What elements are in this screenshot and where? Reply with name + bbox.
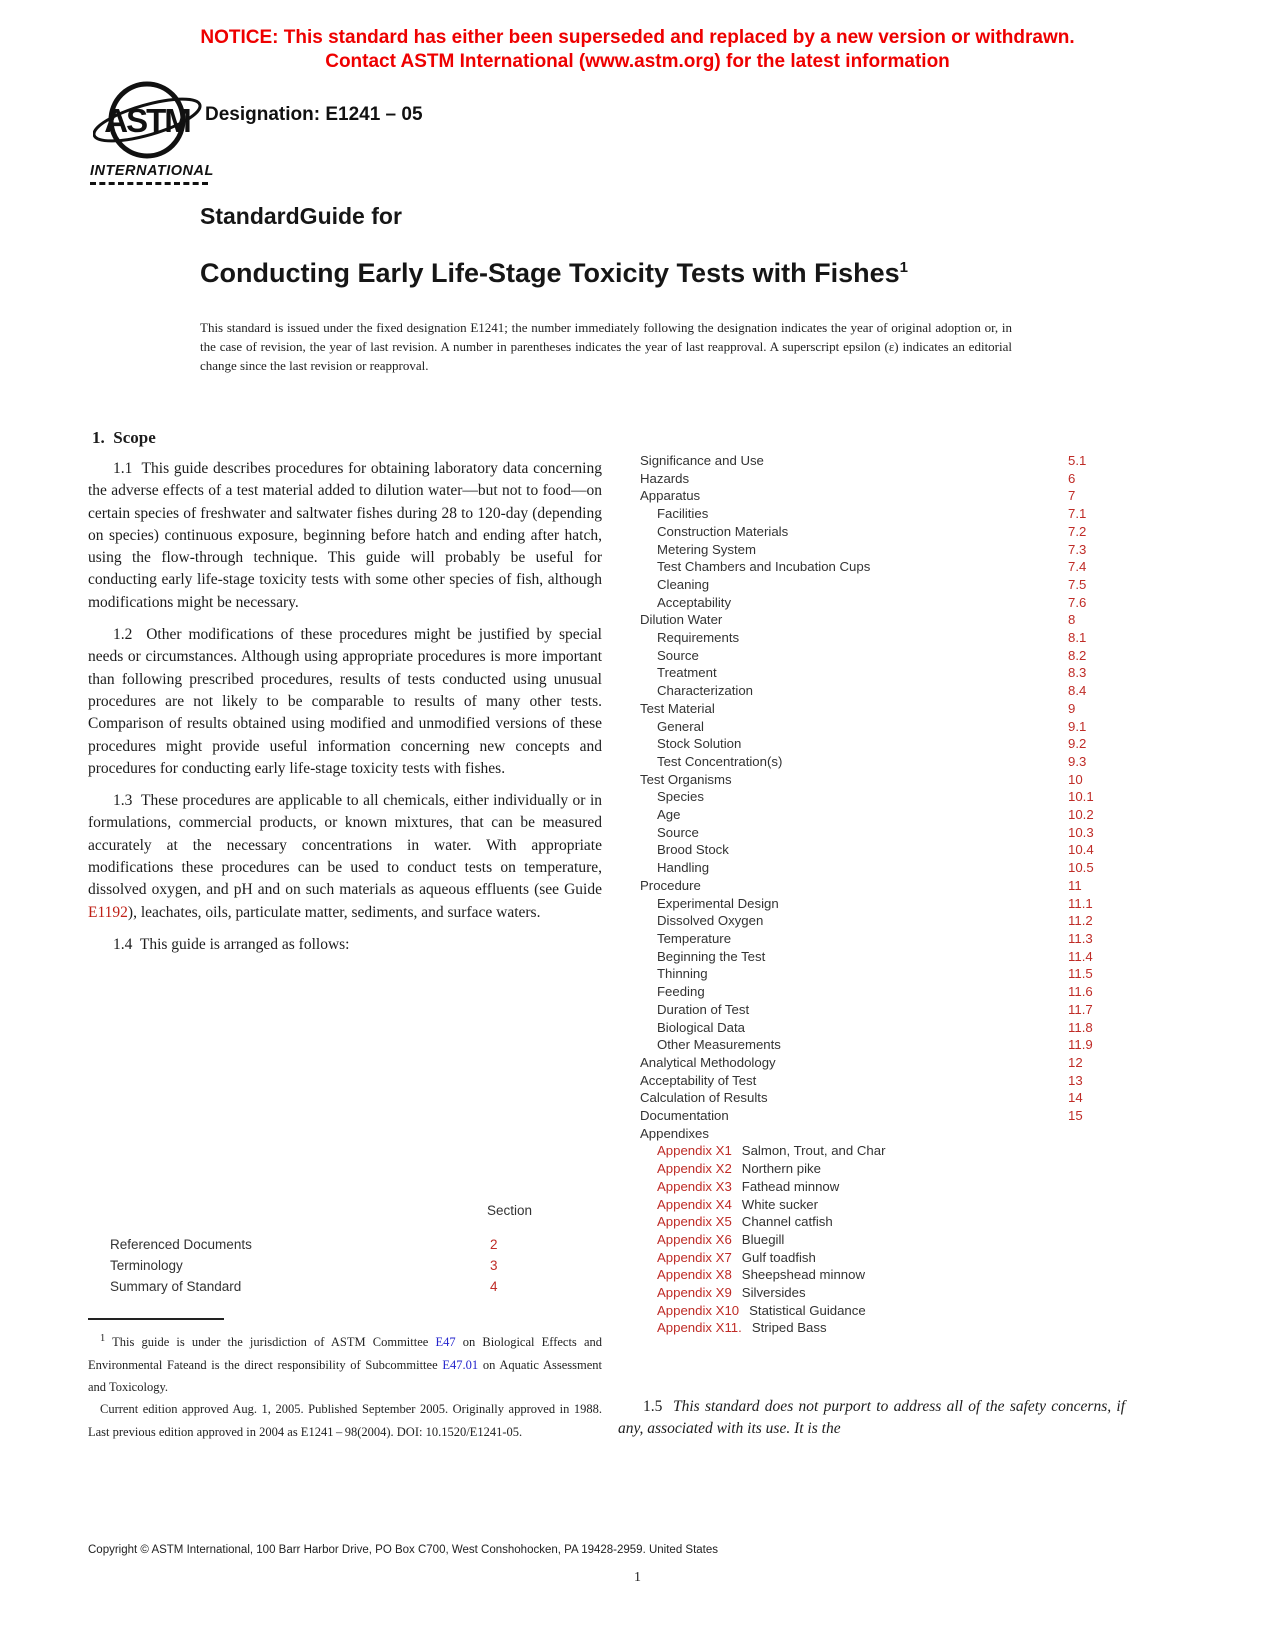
withdrawal-notice: [0, 26, 1275, 74]
toc-row: [640, 718, 1188, 736]
appendix-title: Silversides: [741, 1285, 806, 1301]
withdrawal-notice-line1: NOTICE: This standard has either been superseded and replaced by a new version or withdrawn.: [200, 27, 1075, 48]
subcommittee-e47-01-link[interactable]: E47.01: [442, 1357, 479, 1372]
appendix-title: Bluegill: [741, 1231, 785, 1247]
designation-label: Designation: E1241 – 05: [205, 104, 423, 125]
toc-entry-label: Metering System: [657, 541, 756, 557]
appendix-title: Statistical Guidance: [749, 1302, 866, 1318]
toc-row: [640, 983, 1188, 1001]
toc-row: [640, 735, 1188, 753]
toc-row: [640, 647, 1188, 665]
toc-row: [640, 1019, 1188, 1037]
appendix-ref-link[interactable]: Appendix X8: [657, 1267, 732, 1283]
toc-entry-label: Thinning: [657, 966, 708, 982]
toc-entry-label: Biological Data: [657, 1019, 745, 1035]
toc-row: [640, 841, 1188, 859]
page-title: [200, 258, 908, 289]
appendix-ref-link[interactable]: Appendix X9: [657, 1285, 732, 1301]
withdrawal-notice-line2: Contact ASTM International (www.astm.org) for the latest information: [325, 51, 950, 72]
toc-row: [640, 470, 1188, 488]
scope-1-5-number: 1.5: [643, 1398, 673, 1415]
footnote-jurisdiction: [88, 1328, 602, 1398]
toc-entry-label: Brood Stock: [657, 842, 729, 858]
toc-row: [640, 541, 1188, 559]
toc-rows: [640, 452, 1188, 1125]
toc-entry-label: Characterization: [657, 683, 754, 699]
toc-section-number[interactable]: 7.6: [1068, 594, 1087, 610]
arrangement-row-section-number[interactable]: 4: [490, 1279, 498, 1294]
toc-entry-label: Dilution Water: [640, 612, 723, 628]
toc-row: [640, 1054, 1188, 1072]
toc-section-number[interactable]: 10.3: [1068, 824, 1094, 840]
appendix-ref-link[interactable]: Appendix X4: [657, 1196, 732, 1212]
toc-row: [640, 505, 1188, 523]
toc-entry-label: Treatment: [657, 665, 717, 681]
footnote-edition-note: Current edition approved Aug. 1, 2005. Published September 2005. Originally approved in 1988. Last previous edition approved in 2004 as E1241 – 98(2004). DOI: 10.1520/E1241-05.: [88, 1402, 602, 1439]
issued-under-note: This standard is issued under the fixed designation E1241; the number immediately following the designation indicates the year of original adoption or, in the case of revision, the year of last revision. A number in parentheses indicates the year of last reapproval. A superscript epsilon (ε) indicates an editorial change since the last revision or reapproval.: [200, 320, 1012, 373]
toc-row: [640, 1072, 1188, 1090]
toc-section-number[interactable]: 11: [1068, 877, 1082, 893]
scope-paragraph-1-2: 1.2 Other modifications of these procedures might be justified by special needs or circumstances. Although using appropriate procedures is more important than following prescribed procedures, results of tests conducted using unusual procedures are not likely to be comparable to results of many other tests. Comparison of results obtained using modified and unmodified versions of these procedures might provide useful information concerning new concepts and procedures for conducting early life-stage toxicity tests with fishes.: [88, 626, 602, 777]
toc-row: [640, 753, 1188, 771]
toc-entry-label: General: [657, 718, 704, 734]
toc-entry-label: Documentation: [640, 1108, 729, 1124]
toc-row: [640, 594, 1188, 612]
toc-row: [640, 629, 1188, 647]
toc-entry-label: Cleaning: [657, 576, 710, 592]
appendix-row: [640, 1196, 1188, 1214]
appendix-title: Striped Bass: [751, 1320, 827, 1336]
scope-paragraph-1-1: 1.1 This guide describes procedures for obtaining laboratory data concerning the adverse effects of a test material added to dilution water—but not to food—on certain species of freshwater and saltwater fishes during 28 to 120-day (depending on species) continuous exposure, beginning before hatch and ending after hatch, using the flow-through technique. This guide will probably be useful for conducting early life-stage toxicity tests with some other species of fish, although modifications might be necessary.: [88, 460, 602, 611]
toc-entry-label: Apparatus: [640, 488, 701, 504]
copyright-line: Copyright © ASTM International, 100 Barr Harbor Drive, PO Box C700, West Conshohocken, PA 19428-2959. United States: [88, 1544, 719, 1556]
toc-section-number[interactable]: 7.1: [1068, 506, 1087, 522]
toc-section-number[interactable]: 13: [1068, 1072, 1083, 1088]
toc-entry-label: Hazards: [640, 470, 690, 486]
toc-entry-label: Feeding: [657, 984, 705, 1000]
appendix-row: [640, 1178, 1188, 1196]
toc-section-number[interactable]: 11.3: [1068, 930, 1093, 946]
scope-heading: 1. Scope: [92, 428, 156, 447]
toc-row: [640, 788, 1188, 806]
toc-section-number[interactable]: 8.4: [1068, 683, 1087, 699]
toc-entry-label: Dissolved Oxygen: [657, 913, 764, 929]
toc-entry-label: Calculation of Results: [640, 1090, 768, 1106]
scope-paragraph-1-3: [88, 790, 602, 924]
appendix-row: [640, 1142, 1188, 1160]
toc-entry-label: Source: [657, 647, 699, 663]
toc-row: [640, 487, 1188, 505]
toc-entry-label: Construction Materials: [657, 523, 789, 539]
arrangement-row-label: Terminology: [110, 1258, 183, 1273]
footnote-marker: 1: [100, 1333, 106, 1344]
appendix-title: Gulf toadfish: [741, 1249, 816, 1265]
appendix-title: Fathead minnow: [741, 1178, 840, 1194]
toc-section-number[interactable]: 7.3: [1068, 541, 1087, 557]
appendix-ref-link[interactable]: Appendix X3: [657, 1178, 732, 1194]
toc-row: [640, 1089, 1188, 1107]
arrangement-table-header-row: [110, 1203, 532, 1218]
toc-row: [640, 859, 1188, 877]
section-column-header: Section: [486, 1203, 532, 1218]
scope-paragraph-1-5: [618, 1396, 1125, 1441]
toc-row: [640, 664, 1188, 682]
toc-section-number[interactable]: 7.5: [1068, 576, 1087, 592]
scope-1-3-text-post: ), leachates, oils, particulate matter, sediments, and surface waters.: [127, 903, 541, 921]
toc-entry-label: Acceptability of Test: [640, 1072, 757, 1088]
toc-entry-label: Duration of Test: [657, 1001, 750, 1017]
toc-entry-label: Age: [657, 807, 681, 823]
scope-1-3-text-pre: 1.3 These procedures are applicable to all chemicals, either individually or in formulations, commercial products, or known mixtures, that can be measured accurately at the necessary concentrations in water. With appropriate modifications these procedures can be used to conduct tests on temperature, dissolved oxygen, and pH and on such materials as aqueous effluents (see Guide: [88, 792, 602, 899]
toc-section-number[interactable]: 10.4: [1068, 842, 1094, 858]
appendix-row: [640, 1319, 1188, 1337]
arrangement-row: [110, 1276, 532, 1297]
toc-section-number[interactable]: 8: [1068, 612, 1076, 628]
toc-row: [640, 558, 1188, 576]
toc-entry-label: Procedure: [640, 877, 701, 893]
guide-e1192-link[interactable]: E1192: [88, 903, 128, 921]
astm-logo: [90, 80, 214, 185]
arrangement-row-label: Summary of Standard: [110, 1279, 242, 1294]
toc-entry-label: Source: [657, 824, 699, 840]
table-of-contents: [640, 452, 1188, 1337]
astm-logo-international-label: INTERNATIONAL: [90, 163, 208, 185]
appendix-ref-link[interactable]: Appendix X7: [657, 1249, 732, 1265]
toc-section-number[interactable]: 8.2: [1068, 647, 1087, 663]
toc-entry-label: Facilities: [657, 506, 709, 522]
toc-row: [640, 452, 1188, 470]
footnote-rule: [88, 1318, 224, 1320]
page-title-text: Conducting Early Life-Stage Toxicity Tests with Fishes: [200, 258, 900, 288]
toc-row: [640, 895, 1188, 913]
toc-section-number[interactable]: 9.2: [1068, 736, 1087, 752]
toc-entry-label: Other Measurements: [657, 1037, 781, 1053]
arrangement-row-section-number[interactable]: 2: [490, 1237, 498, 1252]
appendix-ref-link[interactable]: Appendix X6: [657, 1231, 732, 1247]
appendix-title: Northern pike: [741, 1161, 821, 1177]
astm-letters: ASTM: [104, 102, 190, 139]
footnote-jurisdiction-mid: on Biological Effects and Environmental Fateand is the direct responsibility of Subcommittee: [88, 1335, 602, 1372]
astm-globe-icon: [93, 80, 205, 162]
toc-section-number[interactable]: 6: [1068, 470, 1076, 486]
toc-section-number[interactable]: 10.1: [1068, 789, 1094, 805]
toc-section-number[interactable]: 7.2: [1068, 523, 1087, 539]
appendix-title: Sheepshead minnow: [741, 1267, 865, 1283]
footnote-jurisdiction-post: on Aquatic Assessment and Toxicology.: [88, 1357, 602, 1394]
toc-entry-label: Handling: [657, 860, 710, 876]
toc-entry-label: Test Material: [640, 700, 715, 716]
toc-row: [640, 824, 1188, 842]
appendix-ref-link[interactable]: Appendix X1: [657, 1143, 732, 1159]
title-footnote-ref[interactable]: 1: [899, 259, 908, 276]
appendix-ref-link[interactable]: Appendix X2: [657, 1161, 732, 1177]
appendixes-header: Appendixes: [640, 1125, 709, 1141]
toc-section-number[interactable]: 10.5: [1068, 860, 1094, 876]
toc-row: [640, 965, 1188, 983]
toc-entry-label: Requirements: [657, 630, 740, 646]
toc-entry-label: Beginning the Test: [657, 948, 766, 964]
scope-paragraph-1-4: 1.4 This guide is arranged as follows:: [113, 935, 350, 953]
toc-entry-label: Test Chambers and Incubation Cups: [657, 559, 871, 575]
toc-section-number[interactable]: 10: [1068, 771, 1083, 787]
appendix-row: [640, 1284, 1188, 1302]
toc-entry-label: Temperature: [657, 930, 732, 946]
toc-entry-label: Analytical Methodology: [640, 1054, 776, 1070]
toc-section-number[interactable]: 11.5: [1068, 966, 1093, 982]
toc-section-number[interactable]: 11.2: [1068, 913, 1093, 929]
appendix-row: [640, 1160, 1188, 1178]
toc-row: [640, 806, 1188, 824]
toc-row: [640, 1036, 1188, 1054]
toc-section-number[interactable]: 8.1: [1068, 630, 1087, 646]
appendix-ref-link[interactable]: Appendix X5: [657, 1214, 732, 1230]
arrangement-row-section-number[interactable]: 3: [490, 1258, 498, 1273]
toc-row: [640, 700, 1188, 718]
toc-entry-label: Acceptability: [657, 594, 732, 610]
toc-section-number[interactable]: 9: [1068, 700, 1076, 716]
toc-row: [640, 771, 1188, 789]
toc-entry-label: Experimental Design: [657, 895, 779, 911]
appendix-rows: [640, 1142, 1188, 1337]
toc-entry-label: Significance and Use: [640, 453, 764, 468]
appendix-row: [640, 1231, 1188, 1249]
toc-row: [640, 1001, 1188, 1019]
appendix-row: [640, 1302, 1188, 1320]
page-number: 1: [634, 1570, 641, 1585]
arrangement-row: [110, 1255, 532, 1276]
appendix-title: Channel catfish: [741, 1214, 833, 1230]
toc-entry-label: Test Concentration(s): [657, 753, 783, 769]
scope-1-5-text: This standard does not purport to address all of the safety concerns, if any, associated with its use. It is the: [618, 1398, 1126, 1438]
toc-section-number[interactable]: 9.3: [1068, 753, 1087, 769]
toc-entry-label: Stock Solution: [657, 736, 742, 752]
toc-entry-label: Test Organisms: [640, 771, 732, 787]
arrangement-row: [110, 1234, 532, 1255]
toc-section-number[interactable]: 11.4: [1068, 948, 1093, 964]
footnote-1: [88, 1318, 602, 1443]
toc-row: [640, 523, 1188, 541]
scope-section: [88, 428, 602, 966]
toc-section-number[interactable]: 7.4: [1068, 559, 1087, 575]
appendix-row: [640, 1213, 1188, 1231]
toc-entry-label: Species: [657, 789, 704, 805]
toc-section-number[interactable]: 14: [1068, 1090, 1083, 1106]
footnote-jurisdiction-pre: This guide is under the jurisdiction of ASTM Committee: [105, 1335, 436, 1350]
committee-e47-link[interactable]: E47: [435, 1335, 456, 1350]
toc-section-number[interactable]: 11.6: [1068, 984, 1093, 1000]
arrangement-row-label: Referenced Documents: [110, 1237, 252, 1252]
appendix-ref-link[interactable]: Appendix X11.: [657, 1320, 742, 1336]
toc-row: [640, 912, 1188, 930]
toc-section-number[interactable]: 7: [1068, 488, 1076, 504]
toc-row: [640, 930, 1188, 948]
toc-row: [640, 948, 1188, 966]
appendix-row: [640, 1266, 1188, 1284]
toc-section-number[interactable]: 5.1: [1068, 453, 1087, 468]
arrangement-table-rows: [110, 1234, 532, 1297]
toc-section-number[interactable]: 11.7: [1068, 1001, 1093, 1017]
appendix-ref-link[interactable]: Appendix X10: [657, 1302, 740, 1318]
toc-section-number[interactable]: 10.2: [1068, 807, 1094, 823]
toc-section-number[interactable]: 8.3: [1068, 665, 1087, 681]
toc-section-number[interactable]: 11.9: [1068, 1037, 1093, 1053]
toc-row: [640, 611, 1188, 629]
toc-row: [640, 682, 1188, 700]
appendix-row: [640, 1249, 1188, 1267]
toc-row: [640, 877, 1188, 895]
toc-row: [640, 1107, 1188, 1125]
toc-section-number[interactable]: 11.8: [1068, 1019, 1093, 1035]
toc-row: [640, 576, 1188, 594]
toc-section-number[interactable]: 15: [1068, 1108, 1083, 1124]
standard-guide-for-label: StandardGuide for: [200, 203, 402, 229]
appendix-title: White sucker: [741, 1196, 819, 1212]
toc-section-number[interactable]: 9.1: [1068, 718, 1087, 734]
toc-section-number[interactable]: 12: [1068, 1054, 1083, 1070]
arrangement-table: [110, 1203, 532, 1297]
toc-section-number[interactable]: 11.1: [1068, 895, 1093, 911]
appendix-title: Salmon, Trout, and Char: [741, 1143, 886, 1159]
